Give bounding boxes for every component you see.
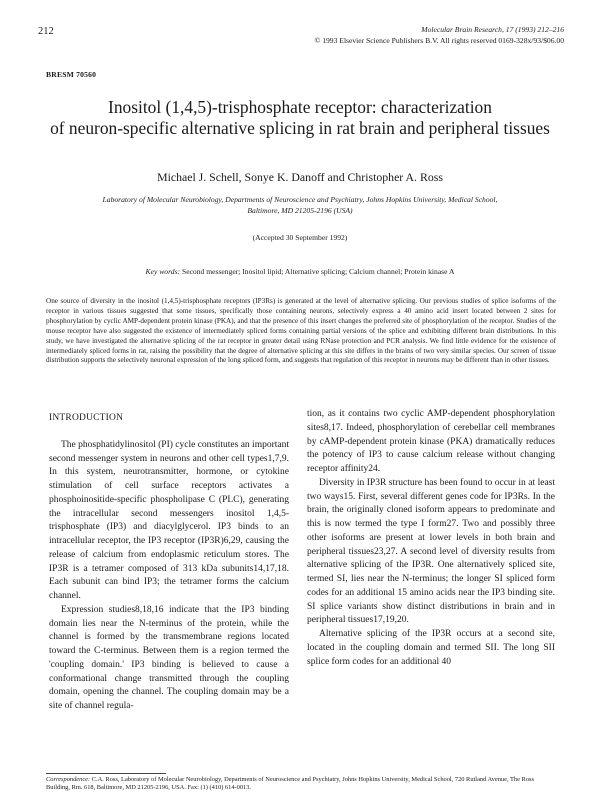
keywords-label: Key words: <box>145 267 181 276</box>
accepted-date: (Accepted 30 September 1992) <box>252 233 348 242</box>
paragraph: Alternative splicing of the IP3R occurs at a second site, located in the coupling domain and termed SII. The long SII splice form codes for an additional 40 <box>307 629 555 667</box>
footnote-label: Correspondence: <box>46 776 91 783</box>
journal-header <box>315 25 564 46</box>
affiliation-line-1: Laboratory of Molecular Neurobiology, Departments of Neuroscience and Psychiatry, Johns Hopkins University, Medical School, <box>102 195 498 204</box>
keywords-list: Second messenger; Inositol lipid; Alternative splicing; Calcium channel; Protein kinase A <box>181 267 455 276</box>
paragraph: The phosphatidylinositol (PI) cycle constitutes an important second messenger system in neurons and other cell types1,7,9. In this system, neurotransmitter, hormone, or cytokine stimulation of cell surface receptors activates a phosphoinositide-specific phospholipase C (PLC), generating the intracellular second messengers inositol 1,4,5-trisphosphate (IP3) and diacylglycerol. IP3 binds to an intracellular receptor, the IP3 receptor (IP3R)6,29, causing the release of calcium from endoplasmic reticulum stores. The IP3R is a tetramer composed of 313 kDa subunits14,17,18. Each subunit can bind IP3; the tetramer forms the calcium channel. <box>49 439 289 601</box>
page-number: 212 <box>38 26 54 37</box>
correspondence-footnote <box>46 776 556 793</box>
affiliation <box>60 195 540 216</box>
left-column <box>49 412 289 714</box>
footnote-divider <box>46 773 166 774</box>
journal-citation: Molecular Brain Research, 17 (1993) 212–216 <box>421 25 564 34</box>
title-line-2: of neuron-specific alternative splicing in rat brain and peripheral tissues <box>50 118 550 138</box>
footnote-text: C.A. Ross, Laboratory of Molecular Neurobiology, Departments of Neuroscience and Psychiatry, Johns Hopkins University, Medical School, 720 Rutland Avenue, The Ross Building, Rm. 618, Baltimore, MD 21205-2196, USA. Fax: (1) (410) 614-0013. <box>46 776 534 792</box>
paragraph: Diversity in IP3R structure has been found to occur in at least two ways15. First, several different genes code for IP3Rs. In the brain, the originally cloned isoform appears to predominate and this is now termed the type I form27. Two and possibly three other isoforms are present at lower levels in both brain and peripheral tissues23,27. A second level of diversity results from alternative splicing of the IP3R. One alternatively spliced site, termed SI, lies near the N-terminus; the longer SI spliced form codes for an additional 15 amino acids near the IP3 binding site. SI splice variants show distinct distributions in brain and in peripheral tissues17,19,20. <box>307 477 555 626</box>
article-title <box>0 97 600 139</box>
authors: Michael J. Schell, Sonye K. Danoff and Christopher A. Ross <box>157 170 443 184</box>
right-column <box>307 408 555 669</box>
copyright-line: © 1993 Elsevier Science Publishers B.V. All rights reserved 0169-328x/93/$06.00 <box>314 35 564 45</box>
title-line-1: Inositol (1,4,5)-trisphosphate receptor: characterization <box>108 97 492 117</box>
paragraph: Expression studies8,18,16 indicate that the IP3 binding domain lies near the N-terminus of the protein, while the channel is formed by the transmembrane regions located toward the C-terminus. Between them is a region termed the 'coupling domain.' IP3 binding is believed to cause a conformational change transmitted through the coupling domain, opening the channel. The coupling domain may be a site of channel regula- <box>49 604 289 711</box>
paragraph: tion, as it contains two cyclic AMP-dependent phosphorylation sites8,17. Indeed, phosphorylation of cerebellar cell membranes by cAMP-dependent protein kinase (PKA) dramatically reduces the potency of IP3 to cause calcium release without changing receptor affinity24. <box>307 409 555 474</box>
section-heading-introduction: INTRODUCTION <box>49 413 124 423</box>
article-code: BRESM 70560 <box>46 70 97 79</box>
abstract: One source of diversity in the inositol (1,4,5)-trisphosphate receptors (IP3Rs) is generated at the level of alternative splicing. Our previous studies of splice isoforms of the receptor in various tissues suggested that some tissues, specifically those containing neurons, selectively express a 40 amino acid insert located between 2 sites for phosphorylation by cyclic AMP-dependent protein kinase (PKA), and that the presence of this insert changes the preferred site of phosphorylation of the receptor. Studies of the mouse receptor have also suggested the existence of intermediately spliced forms containing partial versions of the splice and exhibiting different brain distributions. In this study, we have investigated the alternative splicing of the rat receptor in greater detail using RNase protection and PCR analysis. We find little evidence for the existence of intermediately spliced forms in rat, raising the possibility that the degree of alternative splicing at this site differs in the brains of two very similar species. Our screen of tissue distribution supports the selectively neuronal expression of the long spliced form, and suggests that regulation of this receptor in neurons may be different than in other tissues. <box>46 297 556 365</box>
keywords <box>0 267 600 276</box>
affiliation-line-2: Baltimore, MD 21205-2196 (USA) <box>247 205 353 215</box>
